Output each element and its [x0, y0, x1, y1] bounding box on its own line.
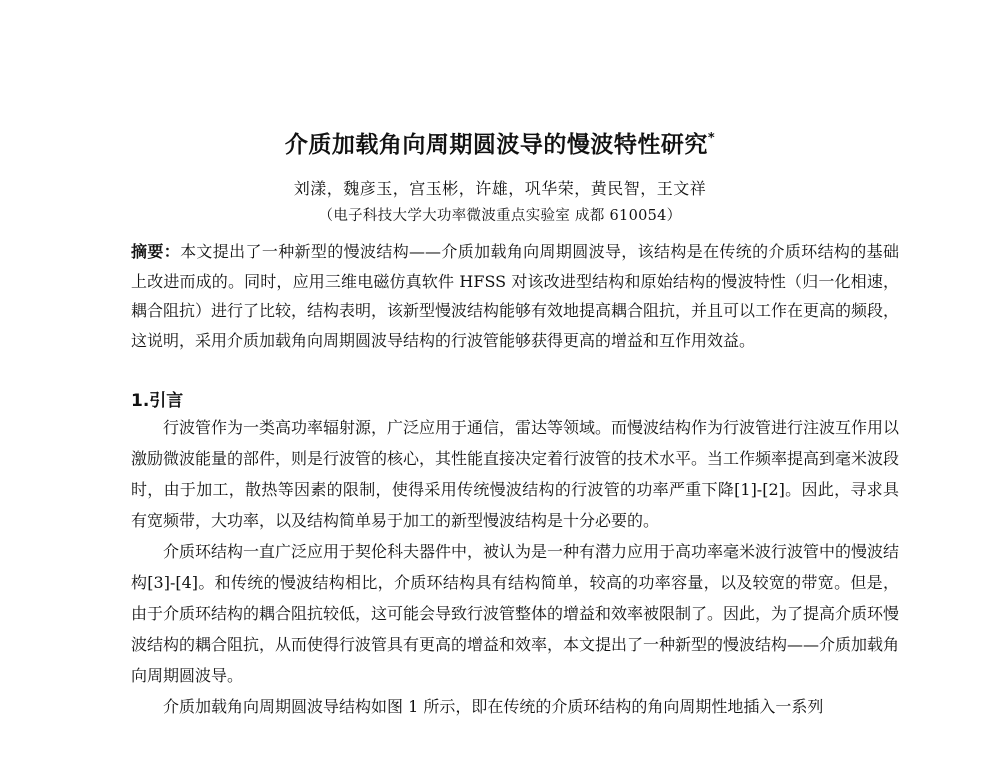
- affiliation: （电子科技大学大功率微波重点实验室 成都 610054）: [318, 208, 682, 224]
- section-heading-introduction: 1.引言: [131, 391, 184, 411]
- title-footnote-mark: *: [707, 131, 716, 146]
- paragraph: 介质环结构一直广泛应用于契伦科夫器件中，被认为是一种有潜力应用于高功率毫米波行波管中的慢波结构[3]-[4]。和传统的慢波结构相比，介质环结构具有结构简单，较高的功率容量，以及较宽的带宽。但是，由于介质环结构的耦合阻抗较低，这可能会导致行波管整体的增益和效率被限制了。因此，为了提高介质环慢波结构的耦合阻抗，从而使得行波管具有更高的增益和效率，本文提出了一种新型的慢波结构——介质加载角向周期圆波导。: [131, 542, 900, 685]
- paper-title: [0, 126, 1000, 159]
- abstract-label: 摘要：: [131, 242, 181, 261]
- author-list: 刘漾，魏彦玉，宫玉彬，许雄，巩华荣，黄民智，王文祥: [293, 179, 707, 198]
- paragraph: 行波管作为一类高功率辐射源，广泛应用于通信，雷达等领域。而慢波结构作为行波管进行注波互作用以激励微波能量的部件，则是行波管的核心，其性能直接决定着行波管的技术水平。当工作频率提高到毫米波段时，由于加工，散热等因素的限制，使得采用传统慢波结构的行波管的功率严重下降[1]-[2]。因此，寻求具有宽频带，大功率，以及结构简单易于加工的新型慢波结构是十分必要的。: [131, 418, 900, 530]
- abstract: [131, 237, 899, 355]
- introduction-body: [131, 412, 899, 722]
- title-text: 介质加载角向周期圆波导的慢波特性研究: [284, 132, 708, 158]
- abstract-text: 本文提出了一种新型的慢波结构——介质加载角向周期圆波导，该结构是在传统的介质环结构的基础上改进而成的。同时，应用三维电磁仿真软件 HFSS 对该改进型结构和原始结构的慢波特性（归一化相速，耦合阻抗）进行了比较，结构表明，该新型慢波结构能够有效地提高耦合阻抗，并且可以工作在更高的频段，这说明，采用介质加载角向周期圆波导结构的行波管能够获得更高的增益和互作用效益。: [131, 242, 900, 350]
- paragraph: 介质加载角向周期圆波导结构如图 1 所示，即在传统的介质环结构的角向周期性地插入一系列: [163, 697, 824, 716]
